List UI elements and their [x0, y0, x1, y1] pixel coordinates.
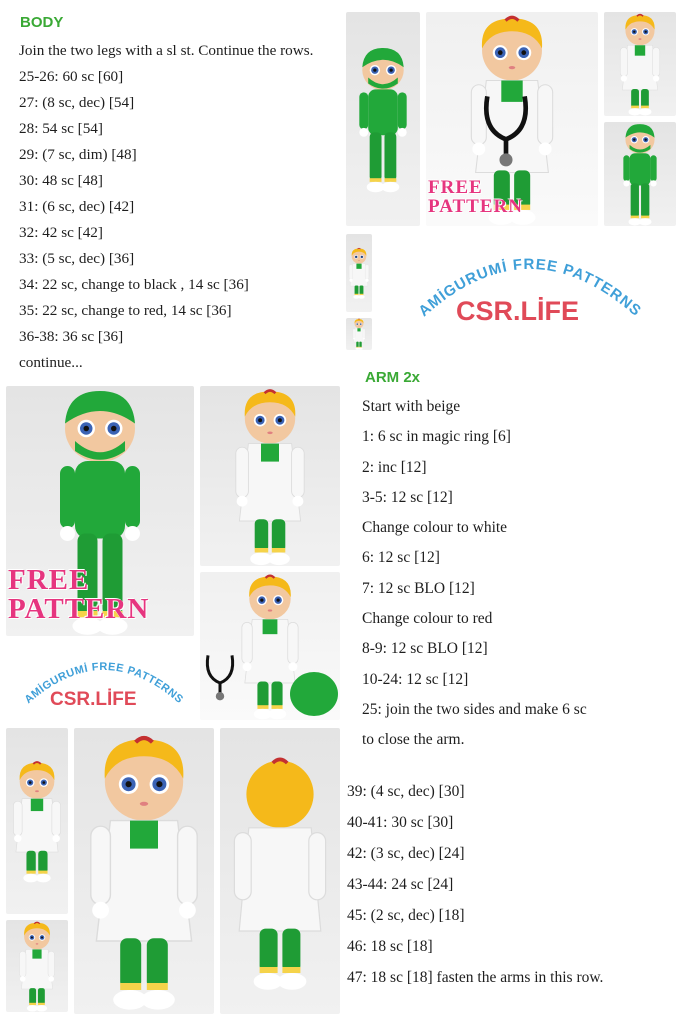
instruction-line: Join the two legs with a sl st. Continue the rows. — [19, 42, 314, 59]
instruction-line: 47: 18 sc [18] fasten the arms in this row. — [347, 969, 604, 986]
instruction-line: 35: 22 sc, change to red, 14 sc [36] — [19, 302, 232, 319]
free-pattern-label-large — [8, 566, 149, 624]
photo-doctor-thumb — [6, 920, 68, 1012]
photo-doctor-back — [220, 728, 340, 1014]
pattern-word: PATTERN — [8, 593, 150, 625]
photo-doctor-front — [200, 386, 340, 566]
doctor-doll-image — [346, 234, 372, 312]
doctor-doll-image — [346, 318, 372, 350]
body-heading: BODY — [20, 14, 64, 31]
surgeon-doll-image — [604, 122, 676, 226]
logo-arc-text: AMİGURUMİ FREE PATTERNS — [22, 660, 186, 707]
surgeon-doll-image — [346, 12, 420, 226]
instruction-line: 36-38: 36 sc [36] — [19, 328, 124, 345]
photo-doctor-accessories — [200, 572, 340, 720]
instruction-line: 31: (6 sc, dec) [42] — [19, 198, 135, 215]
body-instructions — [19, 38, 313, 376]
instruction-line: 42: (3 sc, dec) [24] — [347, 845, 465, 862]
photo-surgeon-doll — [346, 12, 420, 226]
green-pouch-icon — [200, 572, 340, 720]
instruction-line: 25-26: 60 sc [60] — [19, 68, 124, 85]
arm-instructions — [362, 392, 587, 756]
instruction-line: 25: join the two sides and make 6 sc — [362, 700, 587, 718]
photo-thumb-1 — [346, 234, 372, 312]
instruction-line: 43-44: 24 sc [24] — [347, 876, 454, 893]
free-word: FREE — [428, 177, 483, 198]
doctor-doll-back-image — [220, 728, 340, 1014]
instruction-line: Start with beige — [362, 398, 461, 415]
instruction-line: 1: 6 sc in magic ring [6] — [362, 428, 511, 446]
photo-doctor-small — [604, 12, 676, 116]
instruction-line: 2: inc [12] — [362, 458, 427, 476]
instruction-line: 40-41: 30 sc [30] — [347, 814, 454, 831]
instruction-line: 33: (5 sc, dec) [36] — [19, 250, 135, 267]
instruction-line: 30: 48 sc [48] — [19, 172, 103, 189]
arm-heading: ARM 2x — [365, 369, 421, 386]
doctor-doll-image — [604, 12, 676, 116]
csr-life-logo: CSR.LİFE — [456, 296, 580, 326]
doctor-doll-image — [74, 728, 214, 1014]
instruction-line: 46: 18 sc [18] — [347, 938, 433, 955]
instruction-line: 8-9: 12 sc BLO [12] — [362, 640, 488, 658]
free-word: FREE — [8, 564, 90, 596]
photo-doctor-stethoscope — [426, 12, 598, 226]
instruction-line: to close the arm. — [362, 731, 465, 749]
photo-thumb-2 — [346, 318, 372, 350]
instruction-line: 28: 54 sc [54] — [19, 120, 103, 137]
instruction-line: 27: (8 sc, dec) [54] — [19, 94, 135, 111]
instruction-line: 32: 42 sc [42] — [19, 224, 103, 241]
instruction-line: 3-5: 12 sc [12] — [362, 488, 453, 506]
photo-doctor-closeup — [74, 728, 214, 1014]
doctor-doll-image — [6, 920, 68, 1012]
instruction-line: 45: (2 sc, dec) [18] — [347, 907, 465, 924]
csr-life-logo: CSR.LİFE — [50, 689, 137, 710]
instruction-line: 7: 12 sc BLO [12] — [362, 579, 475, 597]
instruction-line: 29: (7 sc, dim) [48] — [19, 146, 137, 163]
logo-arc-text: AMİGURUMİ FREE PATTERNS — [415, 255, 645, 320]
free-pattern-label — [428, 178, 523, 216]
photo-doctor-side — [6, 728, 68, 914]
doctor-doll-image — [6, 728, 68, 914]
instruction-line: 10-24: 12 sc [12] — [362, 670, 469, 688]
instruction-line: Change colour to red — [362, 610, 493, 628]
photo-surgeon-small — [604, 122, 676, 226]
instruction-line: 39: (4 sc, dec) [30] — [347, 783, 465, 800]
instruction-line: continue... — [19, 354, 83, 371]
pattern-word: PATTERN — [428, 196, 523, 217]
body-rows-continued — [347, 776, 603, 993]
instruction-line: 34: 22 sc, change to black , 14 sc [36] — [19, 276, 249, 293]
instruction-line: Change colour to white — [362, 519, 508, 537]
doctor-doll-image — [200, 386, 340, 566]
instruction-line: 6: 12 sc [12] — [362, 549, 440, 567]
